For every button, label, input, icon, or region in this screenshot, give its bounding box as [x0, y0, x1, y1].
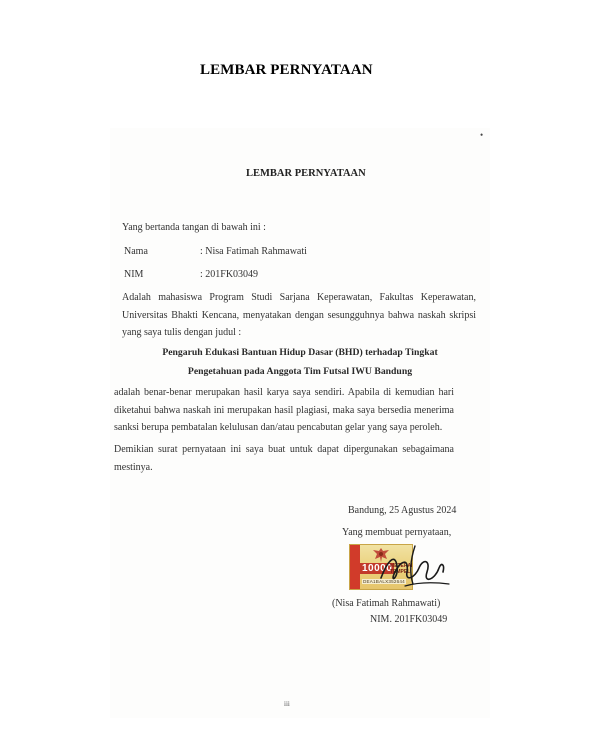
page-heading: LEMBAR PERNYATAAN [200, 62, 373, 78]
signer-caption: Yang membuat pernyataan, [342, 527, 452, 538]
paragraph-closing: Demikian surat pernyataan ini saya buat untuk dapat dipergunakan sebagaimana mestinya. [114, 444, 454, 473]
stamp-label-line-1: METERAI [390, 563, 413, 569]
scan-speck: • [480, 130, 484, 140]
stamp-label-line-2: TEMPEL [390, 569, 411, 575]
paragraph-originality: adalah benar-benar merupakan hasil karya saya sendiri. Apabila di kemudian hari diketahui bahwa naskah ini merupakan hasil plagiasi, maka saya bersedia menerima sanksi berupa pembatalan kelulusan dan/atau pencabutan gelar yang saya peroleh. [114, 387, 454, 433]
paragraph-declaration: Adalah mahasiswa Program Studi Sarjana Keperawatan, Fakultas Keperawatan, Universitas Bhakti Kencana, menyatakan dengan sesungguhnya bahwa naskah skripsi yang saya tulis dengan judul : [122, 292, 476, 338]
handwritten-signature [375, 538, 455, 592]
stamp-serial: DEA1BALX352644 [363, 579, 405, 584]
scanned-statement-letter [110, 128, 490, 718]
field-label-nama: Nama [124, 246, 148, 257]
field-value-nim: : 201FK03049 [200, 269, 259, 280]
document-title: LEMBAR PERNYATAAN [246, 168, 366, 179]
place-date: Bandung, 25 Agustus 2024 [348, 505, 457, 516]
field-label-nim: NIM [124, 269, 144, 280]
signer-name: (Nisa Fatimah Rahmawati) [332, 598, 441, 609]
intro-text: Yang bertanda tangan di bawah ini : [122, 222, 266, 233]
page-number: iii [284, 700, 290, 708]
stamp-red-strip [350, 545, 360, 589]
stamp-value: 10000 [362, 563, 393, 574]
thesis-title [150, 344, 450, 381]
field-value-nama: : Nisa Fatimah Rahmawati [200, 246, 307, 257]
thesis-title-line-1: Pengaruh Edukasi Bantuan Hidup Dasar (BHD) terhadap Tingkat [162, 347, 438, 358]
signer-nim: NIM. 201FK03049 [370, 614, 448, 625]
thesis-title-line-2: Pengetahuan pada Anggota Tim Futsal IWU Bandung [187, 365, 413, 377]
